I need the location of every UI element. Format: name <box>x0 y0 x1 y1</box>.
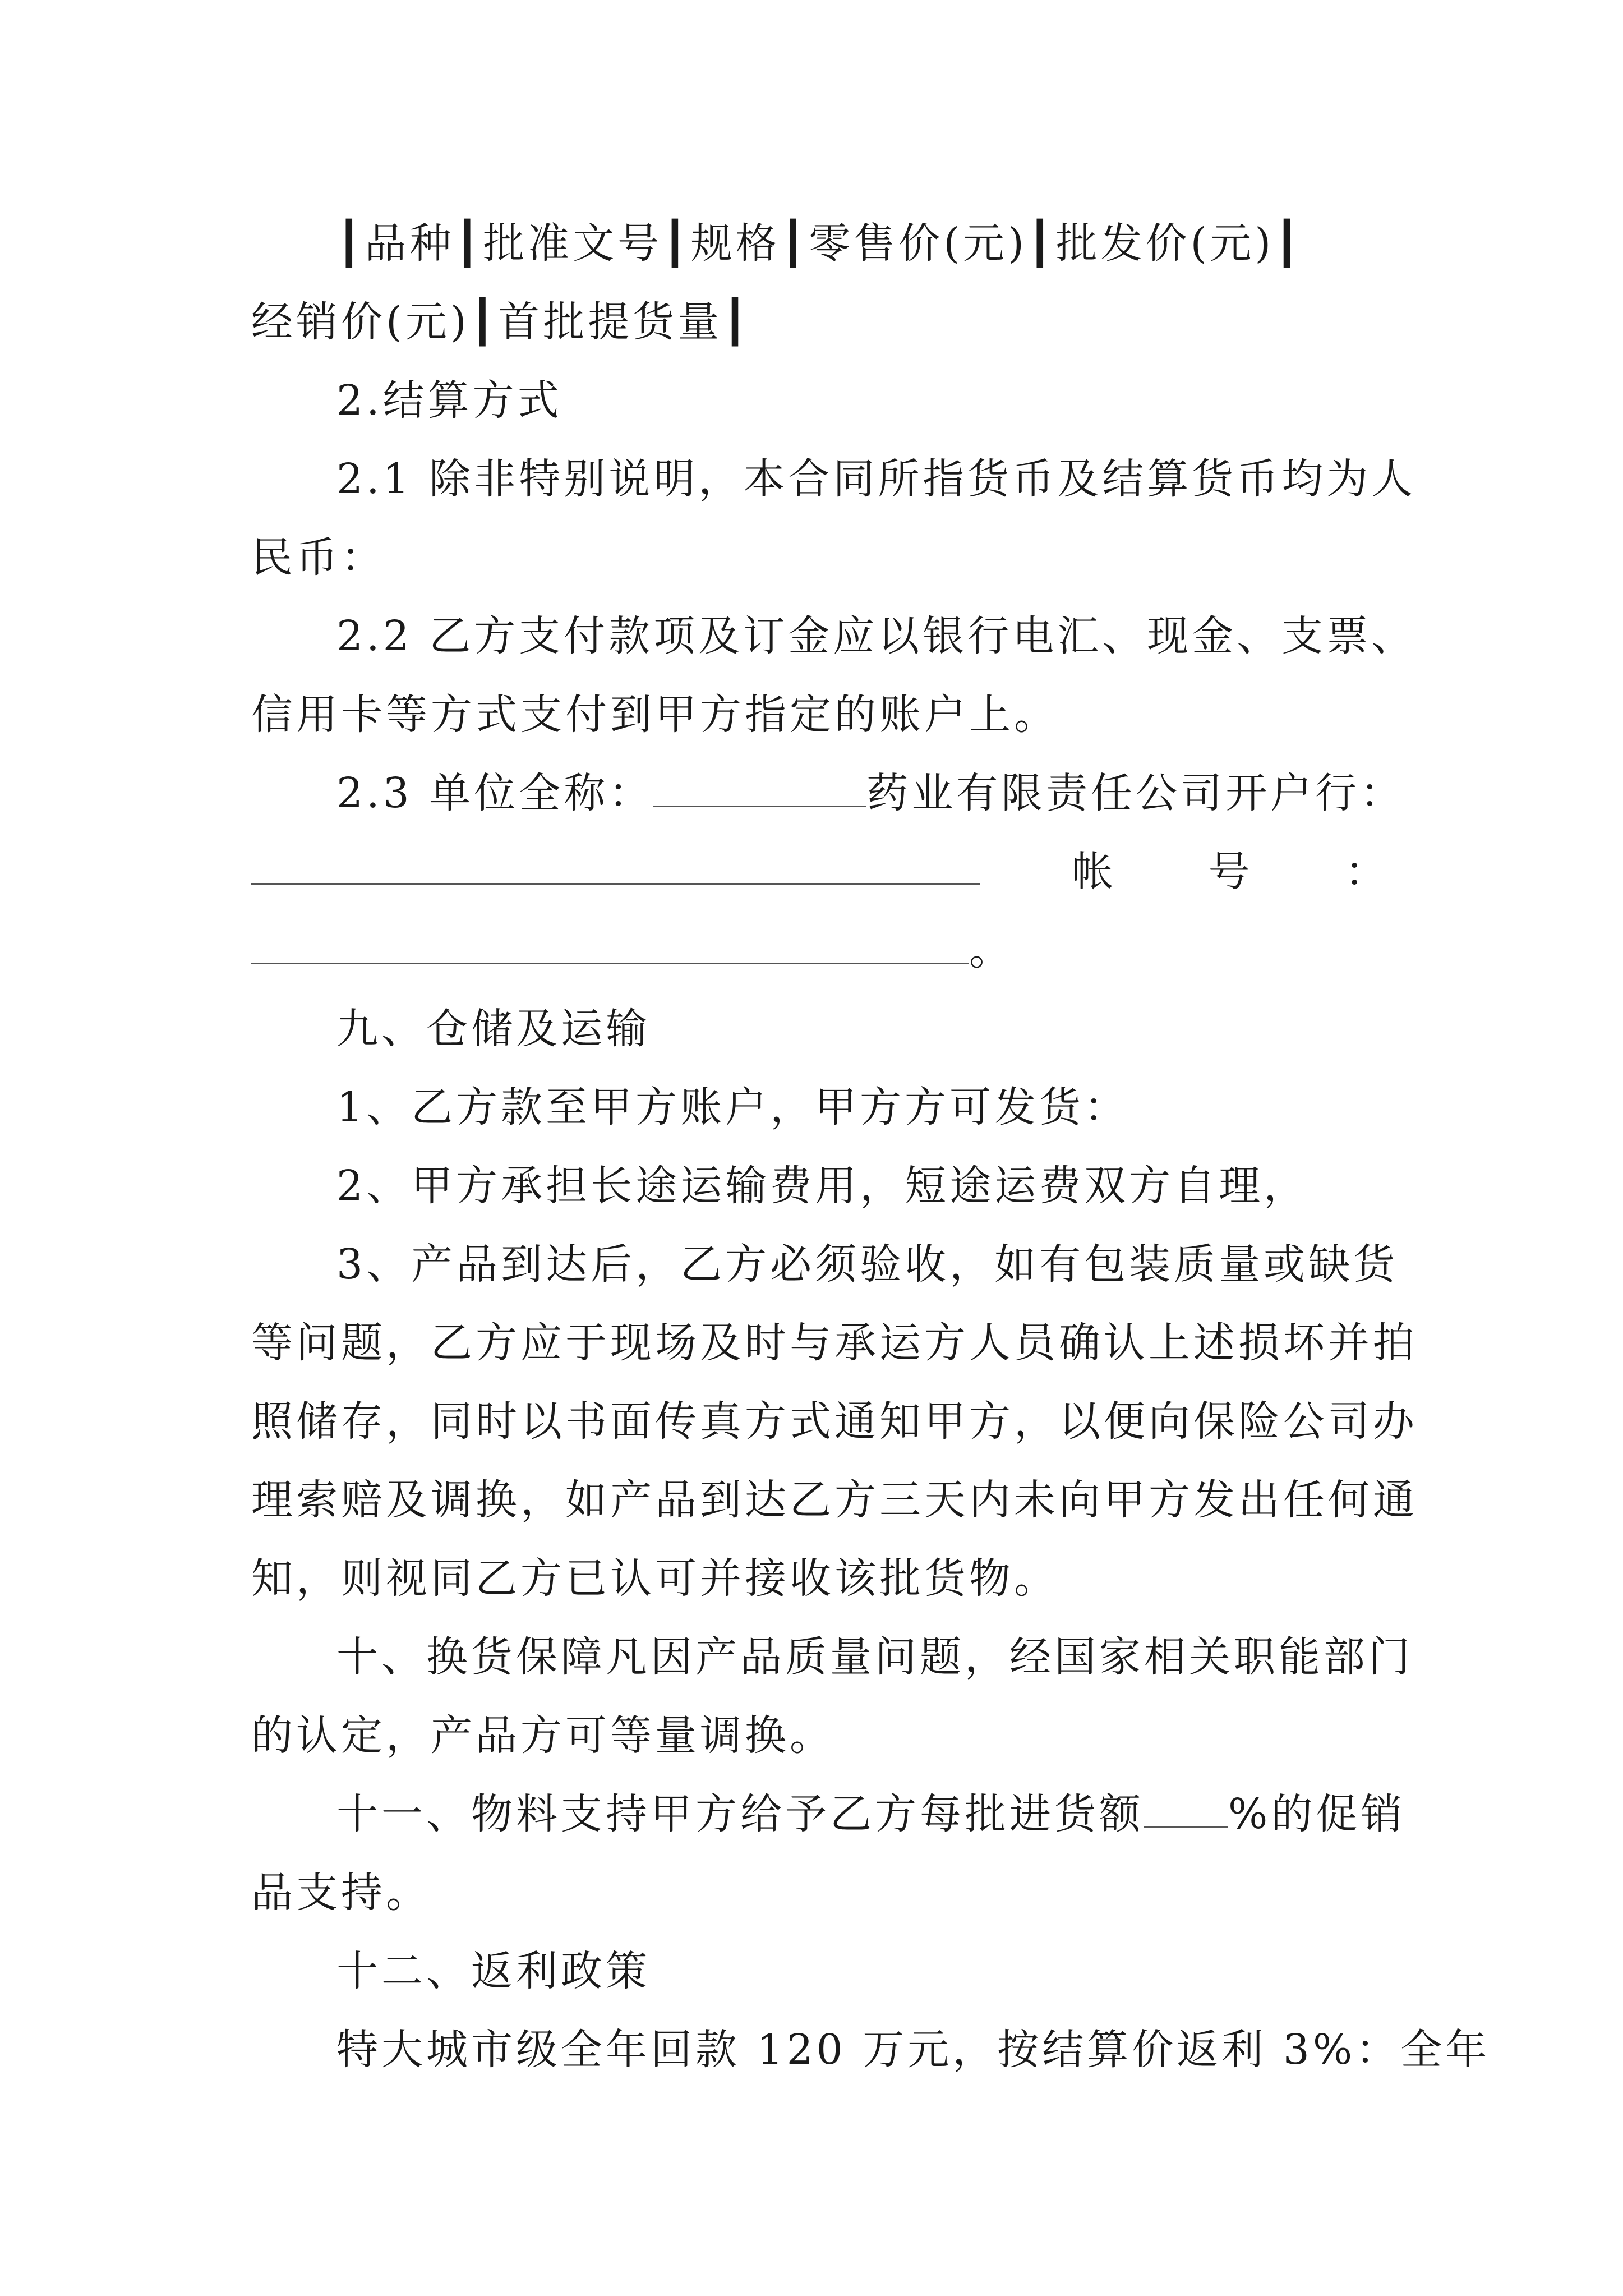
section-9-item-3-line-4: 理索赔及调换，如产品到达乙方三天内未向甲方发出任何通 <box>251 1476 1418 1524</box>
clause-2-2-line-1: 2.2 乙方支付款项及订金应以银行电汇、现金、支票、 <box>336 612 1417 660</box>
table-header-line-1: ┃品种┃批准文号┃规格┃零售价(元)┃批发价(元)┃ <box>336 219 1303 268</box>
section-9-item-3-line-1: 3、产品到达后，乙方必须验收，如有包装质量或缺货 <box>336 1240 1399 1289</box>
table-header-line-2: 经销价(元)┃首批提货量┃ <box>251 298 751 346</box>
percent-blank <box>1144 1784 1228 1828</box>
section-9-item-3-line-2: 等问题，乙方应于现场及时与承运方人员确认上述损坏并拍 <box>251 1319 1418 1367</box>
bank-label: 药业有限责任公司开户行： <box>866 769 1405 817</box>
section-12-title: 十二、返利政策 <box>336 1947 651 1995</box>
account-end-mark: 。 <box>969 926 1014 974</box>
section-10-line-1: 十、换货保障凡因产品质量问题，经国家相关职能部门 <box>336 1633 1413 1681</box>
unit-name-label: 2.3 单位全称： <box>336 769 654 817</box>
account-line <box>251 911 1390 990</box>
section-11-prefix: 十一、物料支持甲方给予乙方每批进货额 <box>336 1790 1144 1838</box>
section-10-line-2: 的认定，产品方可等量调换。 <box>251 1711 834 1760</box>
settlement-title: 2.结算方式 <box>336 376 562 425</box>
section-9-item-3-line-3: 照储存，同时以书面传真方式通知甲方，以便向保险公司办 <box>251 1397 1418 1446</box>
section-9-item-2: 2、甲方承担长途运输费用，短途运费双方自理， <box>336 1162 1309 1210</box>
bank-line <box>251 832 1390 911</box>
clause-2-2-line-2: 信用卡等方式支付到甲方指定的账户上。 <box>251 691 1059 739</box>
clause-2-1-line-2: 民币： <box>251 533 386 582</box>
section-11-line-1 <box>336 1775 1406 1853</box>
section-11-suffix: %的促销 <box>1228 1790 1406 1838</box>
section-9-item-1: 1、乙方款至甲方账户，甲方方可发货： <box>336 1083 1129 1131</box>
clause-2-1-line-1: 2.1 除非特别说明，本合同所指货币及结算货币均为人 <box>336 455 1417 503</box>
bank-blank <box>251 832 980 885</box>
account-char-1: 帐 <box>1072 848 1117 896</box>
account-blank <box>251 912 969 964</box>
section-9-item-3-line-5: 知，则视同乙方已认可并接收该批货物。 <box>251 1554 1059 1603</box>
account-char-3: ： <box>1344 848 1390 896</box>
section-11-line-2: 品支持。 <box>251 1869 431 1917</box>
section-9-title: 九、仓储及运输 <box>336 1005 651 1053</box>
clause-2-3-line-1 <box>336 754 1405 832</box>
account-char-2: 号 <box>1208 848 1253 896</box>
section-12-line-1: 特大城市级全年回款 120 万元，按结算价返利 3%：全年 <box>336 2026 1491 2074</box>
unit-name-blank <box>653 763 866 807</box>
